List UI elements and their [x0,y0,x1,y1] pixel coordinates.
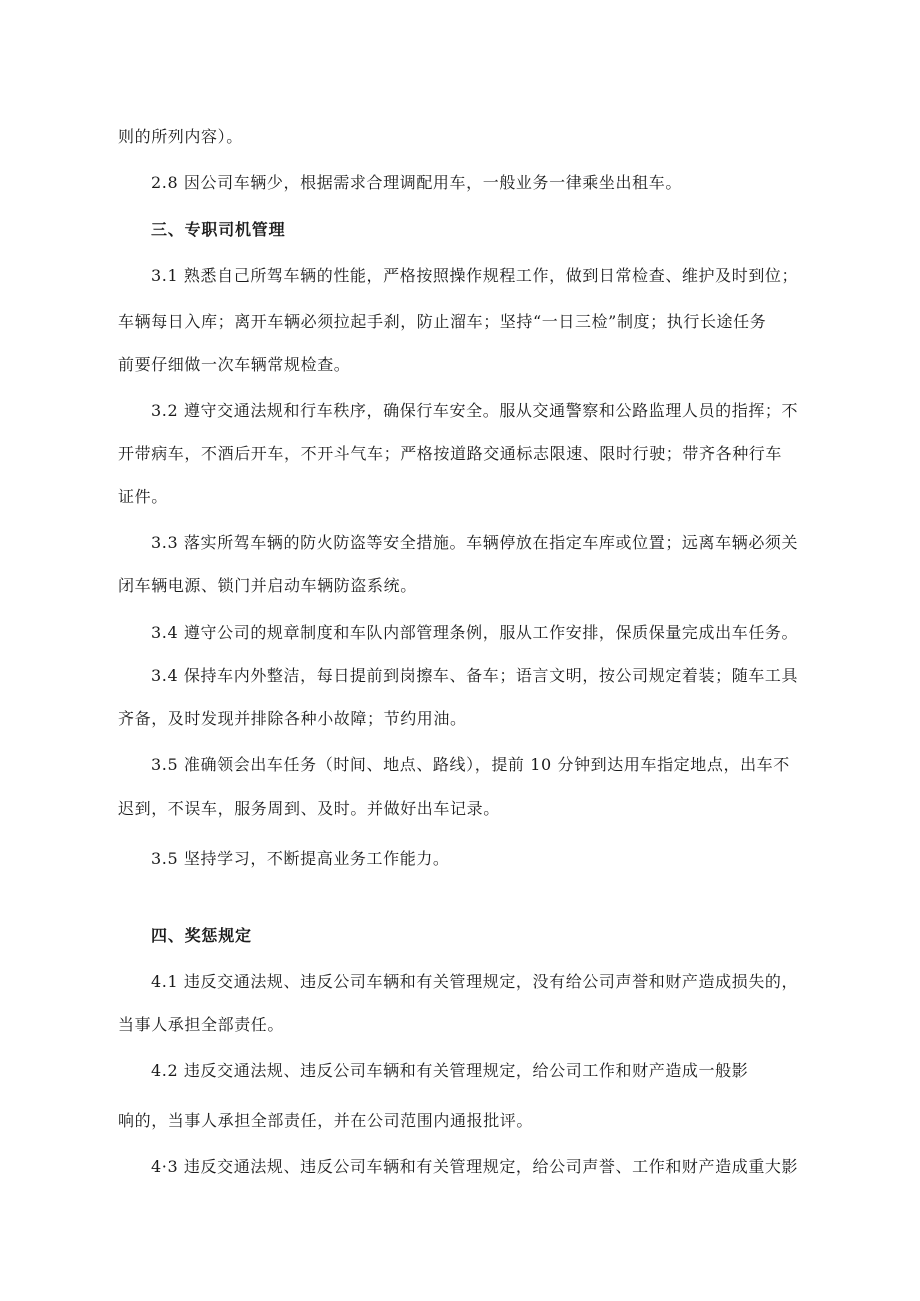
text-line: 开带病车，不酒后开车，不开斗气车；严格按道路交通标志限速、限时行驶；带齐各种行车 [118,444,783,463]
text-line: 证件。 [118,487,168,506]
section-heading: 四、奖惩规定 [151,926,252,945]
section-heading: 三、专职司机管理 [151,220,286,239]
text-line: 前要仔细做一次车辆常规检查。 [118,355,351,374]
text-line: 则的所列内容）。 [118,127,243,146]
text-line: 3.3 落实所驾车辆的防火防盗等安全措施。车辆停放在指定车库或位置；远离车辆必须关 [151,533,799,552]
text-line: 3.1 熟悉自己所驾车辆的性能，严格按照操作规程工作，做到日常检查、维护及时到位； [151,266,799,285]
text-line: 3.4 保持车内外整洁，每日提前到岗擦车、备车；语言文明，按公司规定着装；随车工具 [151,666,799,685]
text-line: 闭车辆电源、锁门并启动车辆防盗系统。 [118,576,417,595]
text-line: 3.2 遵守交通法规和行车秩序，确保行车安全。服从交通警察和公路监理人员的指挥；不 [151,401,799,420]
text-line: 迟到，不误车，服务周到、及时。并做好出车记录。 [118,799,500,818]
text-line: 响的，当事人承担全部责任，并在公司范围内通报批评。 [118,1111,534,1130]
text-line: 4·3 违反交通法规、违反公司车辆和有关管理规定，给公司声誉、工作和财产造成重大影 [151,1157,799,1176]
text-line: 齐备，及时发现并排除各种小故障；节约用油。 [118,709,467,728]
text-line: 当事人承担全部责任。 [118,1015,285,1034]
text-line: 3.5 准确领会出车任务（时间、地点、路线），提前 10 分钟到达用车指定地点，出车不 [151,755,790,774]
text-line: 4.1 违反交通法规、违反公司车辆和有关管理规定，没有给公司声誉和财产造成损失的， [151,972,799,991]
text-line: 2.8 因公司车辆少，根据需求合理调配用车，一般业务一律乘坐出租车。 [151,173,682,192]
text-line: 3.5 坚持学习，不断提高业务工作能力。 [151,849,450,868]
text-line: 3.4 遵守公司的规章制度和车队内部管理条例，服从工作安排，保质保量完成出车任务。 [151,623,799,642]
text-line: 车辆每日入库；离开车辆必须拉起手刹，防止溜车；坚持“一日三检”制度；执行长途任务 [118,312,767,331]
text-line: 4.2 违反交通法规、违反公司车辆和有关管理规定，给公司工作和财产造成一般影 [151,1061,749,1080]
